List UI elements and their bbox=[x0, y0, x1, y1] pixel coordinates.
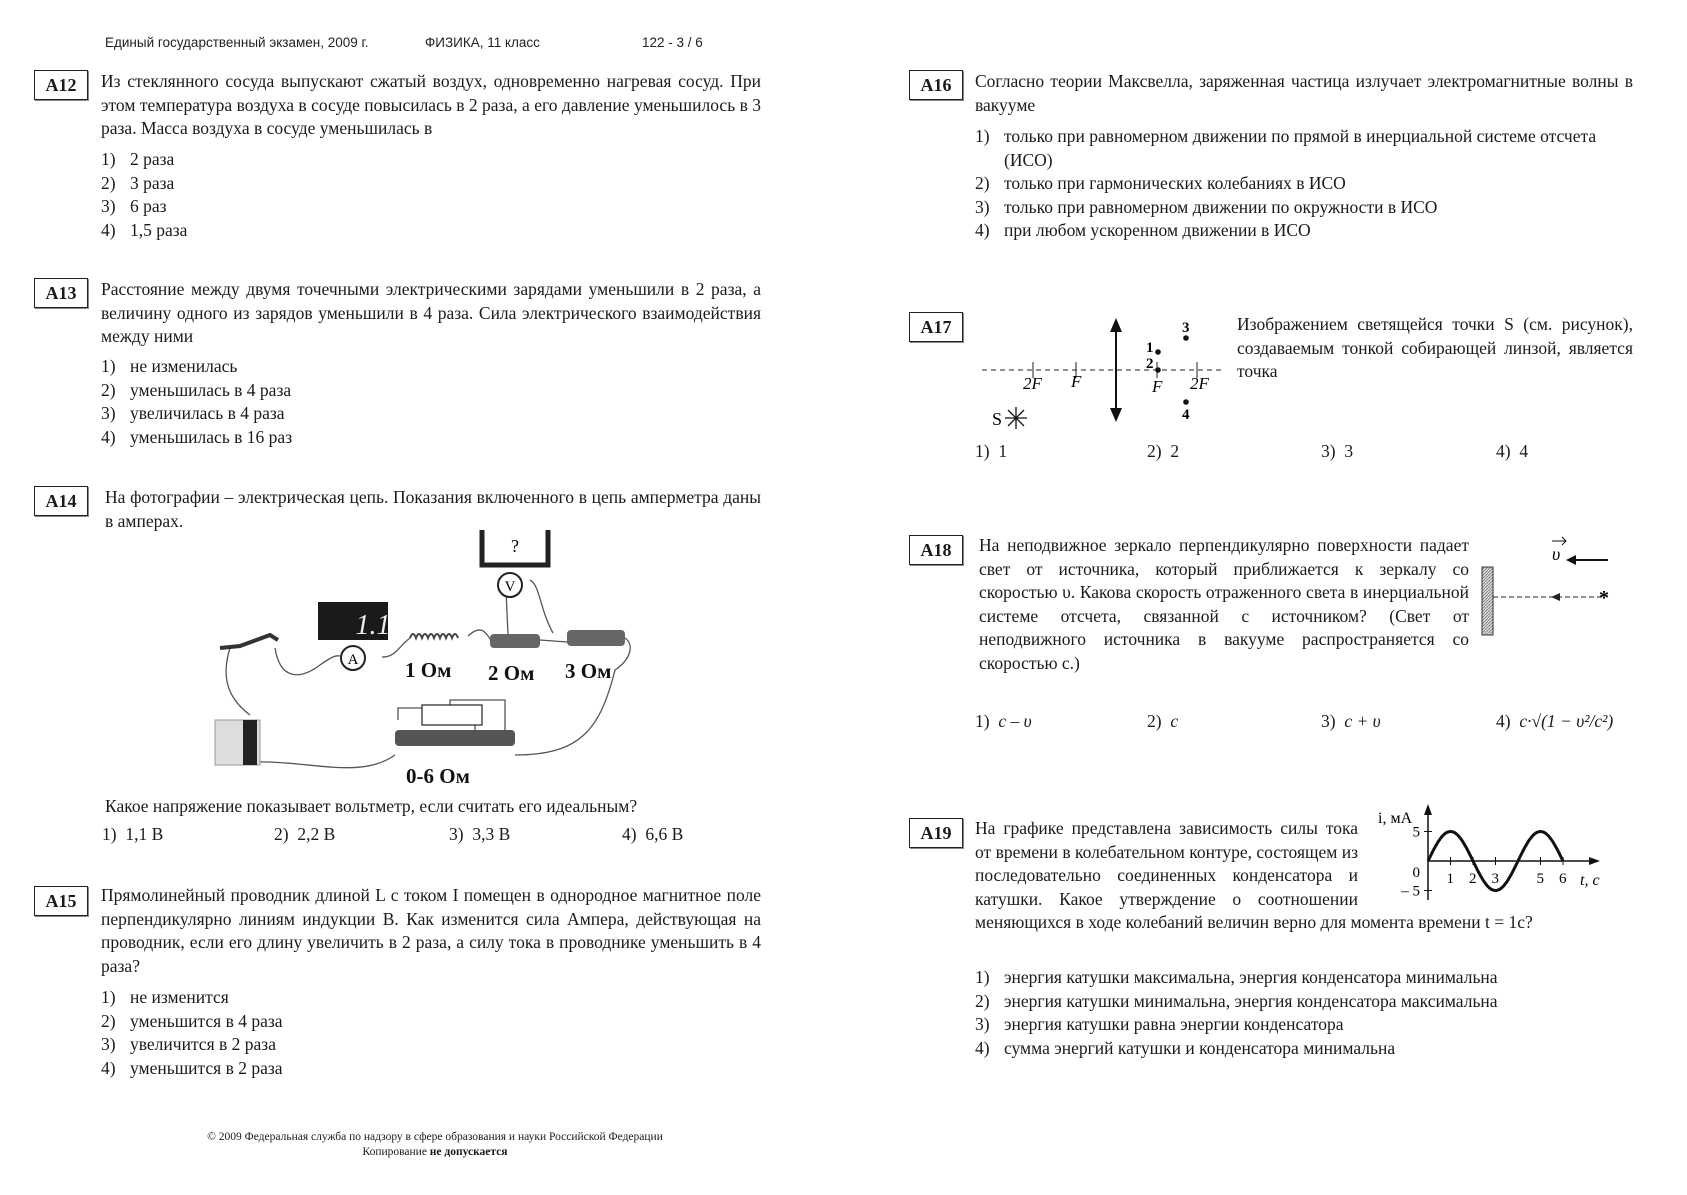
option-number: 1) bbox=[975, 711, 990, 731]
option-text: увеличилась в 4 раза bbox=[130, 403, 285, 423]
option-text: только при гармонических колебаниях в ИСО bbox=[1004, 173, 1346, 193]
option-text: 1 bbox=[998, 441, 1008, 461]
answer-option[interactable] bbox=[449, 824, 510, 845]
option-text: энергия катушки минимальна, энергия конденсатора максимальна bbox=[1004, 990, 1498, 1011]
question-text-a13: Расстояние между двумя точечными электрическими зарядами уменьшили в 2 раза, а величину одного из зарядов уменьшили в 4 раза. Сила электрического взаимодействия между ними bbox=[101, 279, 761, 346]
option-text: c – υ bbox=[998, 711, 1032, 731]
answer-option[interactable] bbox=[101, 172, 187, 196]
question-text-a16: Согласно теории Максвелла, заряженная частица излучает электромагнитные волны в вакууме bbox=[975, 71, 1633, 115]
option-number: 4) bbox=[1496, 711, 1511, 731]
answer-option[interactable] bbox=[975, 966, 1633, 990]
label-2f-left: 2F bbox=[1023, 374, 1042, 393]
option-text: уменьшилась в 4 раза bbox=[130, 379, 292, 400]
option-number: 4) bbox=[101, 1057, 116, 1078]
option-text: 2 раза bbox=[130, 149, 175, 169]
option-number: 3) bbox=[1321, 441, 1336, 461]
footer-copy-bold: не допускается bbox=[429, 1146, 508, 1158]
answer-option[interactable] bbox=[1147, 711, 1178, 732]
question-text-a17: Изображением светящейся точки S (см. рисунок), создаваемым тонкой собирающей линзой, является точка bbox=[1237, 314, 1633, 381]
label-f-left: F bbox=[1071, 372, 1082, 391]
option-text: сумма энергий катушки и конденсатора минимальна bbox=[1004, 1037, 1396, 1058]
answer-option[interactable] bbox=[101, 1010, 283, 1034]
x-tick-label: 5 bbox=[1536, 871, 1544, 887]
options-a13 bbox=[101, 355, 292, 449]
option-text: не изменилась bbox=[130, 356, 238, 376]
question-text-a14: На фотографии – электрическая цепь. Показания включенного в цепь амперметра даны в амперах. bbox=[105, 487, 761, 531]
answer-option[interactable] bbox=[975, 196, 1605, 220]
point-3-label: 3 bbox=[1182, 320, 1190, 336]
question-text-a15: Прямолинейный проводник длиной L с током I помещен в однородное магнитное поле перпендикулярно линиям индукции B. Как изменится сила Ампера, действующая на проводник, если его длину увеличить в 2 раза, а силу тока в проводнике уменьшить в 4 раза? bbox=[101, 885, 761, 976]
option-text: 4 bbox=[1519, 441, 1529, 461]
question-label-a13: А13 bbox=[34, 278, 88, 308]
y-axis-arrow bbox=[1424, 804, 1432, 815]
answer-option[interactable] bbox=[975, 1037, 1633, 1061]
option-number: 2) bbox=[1147, 711, 1162, 731]
answer-option[interactable] bbox=[1321, 441, 1353, 462]
question-label-a18: А18 bbox=[909, 535, 963, 565]
y-axis-label: i, мА bbox=[1378, 810, 1413, 827]
option-text: уменьшится в 4 раза bbox=[130, 1010, 283, 1031]
option-number: 2) bbox=[101, 172, 116, 193]
option-text: 2,2 В bbox=[297, 824, 336, 844]
point-1-label: 1 bbox=[1146, 340, 1154, 356]
header-subject: ФИЗИКА, 11 класс bbox=[425, 35, 540, 50]
options-a19 bbox=[975, 966, 1633, 1060]
resistor-2-label: 2 Ом bbox=[488, 661, 535, 685]
option-text: c·√(1 − υ²/c²) bbox=[1519, 711, 1614, 731]
answer-option[interactable] bbox=[1496, 711, 1613, 732]
answer-option[interactable] bbox=[1147, 441, 1179, 462]
option-number: 3) bbox=[975, 1014, 990, 1034]
option-text: 6 раз bbox=[130, 196, 167, 216]
question-text-a19-body: На графике представлена зависимость силы тока от времени в колебательном контуре, состоящем из последовательно соединенных конденсатора и катушки. Какое утверждение о соотношении меняющихся в ходе колебаний величин верно для момента времени t = 1c? bbox=[975, 818, 1533, 932]
label-2f-right: 2F bbox=[1190, 374, 1209, 393]
question-label-a17: А17 bbox=[909, 312, 963, 342]
question-text-a18: На неподвижное зеркало перпендикулярно поверхности падает свет от источника, который приближается к зеркалу со скоростью υ. Какова скорость отраженного света в инерциальной системе отсчета, связанной с источником? (Свет от неподвижного источника в вакууме распространяется со скоростью c.) bbox=[979, 535, 1469, 673]
header-exam: Единый государственный экзамен, 2009 г. bbox=[105, 35, 369, 50]
option-number: 1) bbox=[101, 987, 116, 1007]
option-number: 4) bbox=[622, 824, 637, 844]
option-number: 4) bbox=[975, 1037, 990, 1058]
voltmeter-symbol: V bbox=[504, 579, 516, 595]
option-text: энергия катушки равна энергии конденсатора bbox=[1004, 1014, 1344, 1034]
current-time-graph bbox=[1370, 800, 1640, 910]
answer-option[interactable] bbox=[975, 172, 1605, 196]
x-axis-label: t, c bbox=[1580, 872, 1600, 889]
option-text: при любом ускоренном движении в ИСО bbox=[1004, 220, 1311, 240]
options-a16 bbox=[975, 125, 1605, 243]
option-number: 2) bbox=[274, 824, 289, 844]
answer-option[interactable] bbox=[101, 355, 292, 379]
option-number: 3) bbox=[975, 196, 990, 217]
answer-option[interactable] bbox=[975, 990, 1633, 1014]
label-f-right: F bbox=[1152, 377, 1163, 396]
option-number: 2) bbox=[975, 173, 990, 193]
mirror-diagram bbox=[1475, 530, 1625, 645]
answer-option[interactable] bbox=[102, 824, 163, 845]
question-label-a16: А16 bbox=[909, 70, 963, 100]
option-number: 3) bbox=[101, 403, 116, 423]
option-text: 1,5 раза bbox=[130, 219, 188, 240]
rheostat-label: 0-6 Ом bbox=[406, 764, 470, 788]
option-text: уменьшилась в 16 раз bbox=[130, 426, 293, 447]
y-tick-label: – 5 bbox=[1401, 883, 1420, 900]
question-label-a15: А15 bbox=[34, 886, 88, 916]
option-number: 4) bbox=[975, 220, 990, 240]
answer-option[interactable] bbox=[975, 1013, 1633, 1037]
footer-copy-notice bbox=[0, 1146, 870, 1158]
x-tick-label: 3 bbox=[1491, 871, 1499, 887]
velocity-label: υ bbox=[1552, 544, 1561, 564]
option-number: 3) bbox=[449, 824, 464, 844]
footer-copyright: © 2009 Федеральная служба по надзору в сфере образования и науки Российской Федерации bbox=[207, 1131, 663, 1143]
source-label: S bbox=[992, 409, 1003, 429]
circuit-photo bbox=[210, 530, 650, 790]
y-tick-label: 0 bbox=[1412, 865, 1420, 881]
x-tick-label: 2 bbox=[1469, 871, 1477, 887]
ammeter-symbol: A bbox=[347, 652, 359, 668]
header-page: 122 - 3 / 6 bbox=[642, 35, 703, 50]
question-text-a12: Из стеклянного сосуда выпускают сжатый воздух, одновременно нагревая сосуд. При этом температура воздуха в сосуде повысилась в 2 раза, а его давление уменьшилось в 3 раза. Масса воздуха в сосуде уменьшилась в bbox=[101, 71, 761, 138]
option-number: 1) bbox=[975, 441, 990, 461]
point-2-label: 2 bbox=[1146, 356, 1154, 372]
answer-option[interactable] bbox=[101, 379, 292, 403]
option-number: 2) bbox=[101, 379, 116, 400]
y-tick-label: 5 bbox=[1412, 824, 1420, 841]
voltmeter-reading: ? bbox=[511, 536, 519, 556]
answer-option[interactable] bbox=[101, 195, 187, 219]
option-text: увеличится в 2 раза bbox=[130, 1034, 276, 1054]
option-number: 4) bbox=[101, 426, 116, 447]
option-number: 2) bbox=[1147, 441, 1162, 461]
options-a15 bbox=[101, 986, 283, 1080]
option-number: 1) bbox=[975, 967, 990, 987]
resistor-3-label: 3 Ом bbox=[565, 659, 612, 683]
option-text: не изменится bbox=[130, 987, 229, 1007]
footer-copy-text: Копирование bbox=[362, 1146, 430, 1158]
x-tick-label: 6 bbox=[1559, 871, 1567, 887]
answer-option[interactable] bbox=[975, 219, 1605, 243]
ammeter-display: 1.1 bbox=[355, 610, 391, 641]
option-number: 4) bbox=[1496, 441, 1511, 461]
option-text: только при равномерном движении по окружности в ИСО bbox=[1004, 196, 1438, 217]
options-a12 bbox=[101, 148, 187, 242]
question-label-a14: А14 bbox=[34, 486, 88, 516]
answer-option[interactable] bbox=[975, 441, 1007, 462]
option-text: 3,3 В bbox=[472, 824, 511, 844]
option-text: 3 bbox=[1344, 441, 1354, 461]
option-number: 1) bbox=[102, 824, 117, 844]
option-number: 2) bbox=[975, 990, 990, 1011]
option-number: 3) bbox=[101, 196, 116, 216]
lens-diagram bbox=[960, 310, 1240, 435]
light-source-icon bbox=[1005, 407, 1027, 429]
answer-option[interactable] bbox=[622, 824, 683, 845]
answer-option[interactable] bbox=[101, 1033, 283, 1057]
option-number: 1) bbox=[975, 126, 990, 146]
option-number: 3) bbox=[1321, 711, 1336, 731]
answer-option[interactable] bbox=[975, 125, 1605, 172]
mirror bbox=[1482, 567, 1493, 635]
answer-option[interactable] bbox=[101, 148, 187, 172]
option-number: 2) bbox=[101, 1010, 116, 1031]
option-text: уменьшится в 2 раза bbox=[130, 1057, 283, 1078]
answer-option[interactable] bbox=[101, 1057, 283, 1081]
answer-option[interactable] bbox=[975, 711, 1032, 732]
answer-option[interactable] bbox=[1321, 711, 1381, 732]
option-text: 3 раза bbox=[130, 172, 175, 193]
x-axis-arrow bbox=[1589, 857, 1600, 865]
option-text: 2 bbox=[1170, 441, 1180, 461]
option-text: c bbox=[1170, 711, 1179, 731]
option-text: энергия катушки максимальна, энергия конденсатора минимальна bbox=[1004, 967, 1498, 987]
option-text: 1,1 В bbox=[125, 824, 164, 844]
question-label-a19: А19 bbox=[909, 818, 963, 848]
answer-option[interactable] bbox=[101, 219, 187, 243]
answer-option[interactable] bbox=[274, 824, 335, 845]
option-number: 1) bbox=[101, 356, 116, 376]
option-number: 1) bbox=[101, 149, 116, 169]
answer-option[interactable] bbox=[101, 426, 292, 450]
source-star-icon: * bbox=[1599, 587, 1609, 609]
question-prompt-a14: Какое напряжение показывает вольтметр, если считать его идеальным? bbox=[105, 796, 638, 816]
option-number: 3) bbox=[101, 1034, 116, 1054]
resistor-1-label: 1 Ом bbox=[405, 658, 452, 682]
option-text: 6,6 В bbox=[645, 824, 684, 844]
option-text: только при равномерном движении по прямой в инерциальной системе отсчета (ИСО) bbox=[1004, 126, 1597, 170]
option-text: c + υ bbox=[1344, 711, 1381, 731]
point-4-label: 4 bbox=[1182, 407, 1190, 423]
option-number: 4) bbox=[101, 219, 116, 240]
answer-option[interactable] bbox=[101, 986, 283, 1010]
x-tick-label: 1 bbox=[1446, 871, 1454, 887]
question-label-a12: А12 bbox=[34, 70, 88, 100]
answer-option[interactable] bbox=[101, 402, 292, 426]
answer-option[interactable] bbox=[1496, 441, 1528, 462]
